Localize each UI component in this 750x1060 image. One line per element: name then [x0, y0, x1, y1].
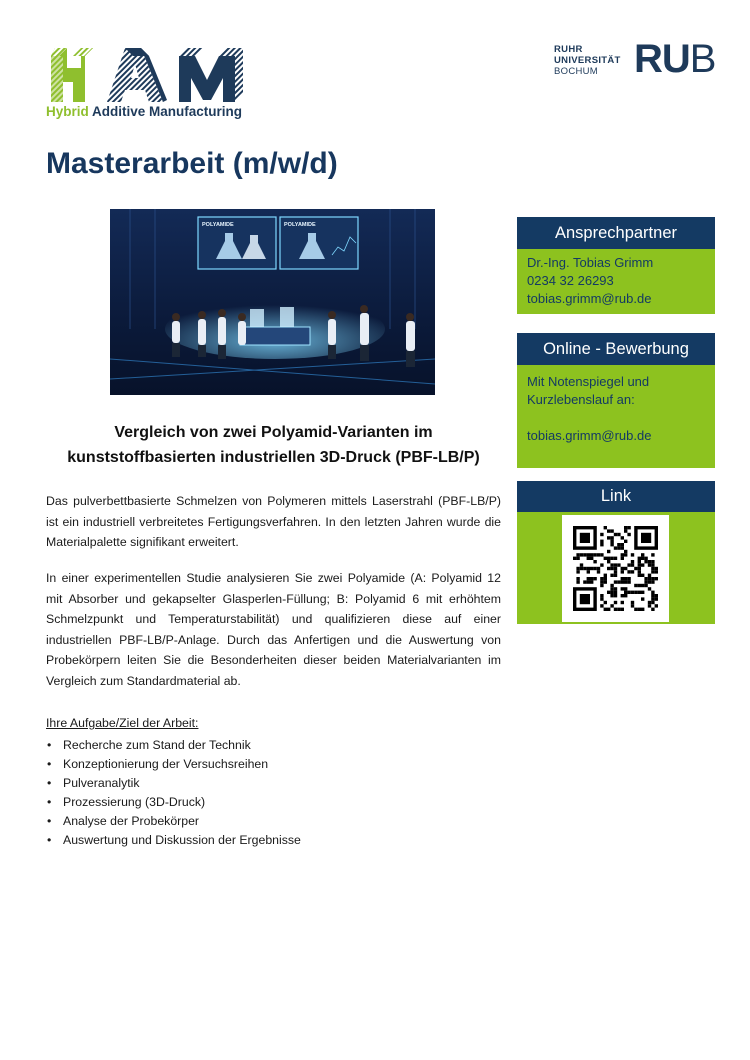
link-heading: Link	[517, 481, 715, 512]
list-item: • Konzeptionierung der Versuchsreihen	[46, 755, 301, 774]
page-title: Masterarbeit (m/w/d)	[46, 147, 338, 180]
qr-code-icon	[573, 526, 658, 611]
list-item: • Pulveranalytik	[46, 774, 301, 793]
application-line-1: Mit Notenspiegel und	[527, 374, 650, 389]
contact-name: Dr.-Ing. Tobias Grimm	[527, 255, 654, 270]
thesis-subtitle: Vergleich von zwei Polyamid-Varianten im kunststoffbasierten industriellen 3D-Druck (PBF-LB/P)	[67, 424, 480, 466]
list-item: • Prozessierung (3D-Druck)	[46, 793, 301, 812]
application-line-2: Kurzlebenslauf an:	[527, 392, 635, 407]
university-name: RUHR UNIVERSITÄT BOCHUM	[554, 44, 621, 77]
hero-image	[110, 209, 435, 395]
qr-code[interactable]	[562, 515, 669, 622]
list-item: • Analyse der Probekörper	[46, 812, 301, 831]
list-item: • Recherche zum Stand der Technik	[46, 736, 301, 755]
contact-email[interactable]: tobias.grimm@rub.de	[527, 291, 652, 306]
application-heading: Online - Bewerbung	[517, 333, 715, 365]
hero-screen-label-right: POLYAMIDE	[284, 222, 316, 228]
contact-phone[interactable]: 0234 32 26293	[527, 273, 614, 288]
list-item: • Auswertung und Diskussion der Ergebnisse	[46, 831, 301, 850]
application-details	[517, 365, 715, 468]
description-paragraph-2: In einer experimentellen Studie analysieren Sie zwei Polyamide (A: Polyamid 12 mit Absorber und gekapselter Glasperlen-Füllung; B: Polyamid 6 mit erhöhtem Schmelzpunkt und Temperaturstabilität) und qualifizieren diese auf einer industriellen PBF-LB/P-Anlage. Durch das Anfertigen und die Auswertung von Probekörpern leiten Sie die Besonderheiten dieser beiden Materialvarianten im Vergleich zum Standardmaterial ab.	[46, 571, 501, 688]
tasks-list	[46, 736, 301, 850]
tasks-heading: Ihre Aufgabe/Ziel der Arbeit:	[46, 716, 199, 730]
contact-heading: Ansprechpartner	[517, 217, 715, 249]
application-email[interactable]: tobias.grimm@rub.de	[527, 428, 652, 443]
ham-tagline: Hybrid Additive Manufacturing	[46, 104, 243, 119]
ham-logo-icon	[45, 44, 245, 106]
contact-details	[517, 249, 715, 314]
description-paragraph-1: Das pulverbettbasierte Schmelzen von Polymeren mittels Laserstrahl (PBF-LB/P) ist ein industriell verbreitetes Fertigungsverfahren. In den letzten Jahren wurde die Materialpalette signifikant erweitert.	[46, 494, 501, 549]
rub-logo: RUB	[634, 37, 716, 81]
hero-screen-label-left: POLYAMIDE	[202, 222, 234, 228]
